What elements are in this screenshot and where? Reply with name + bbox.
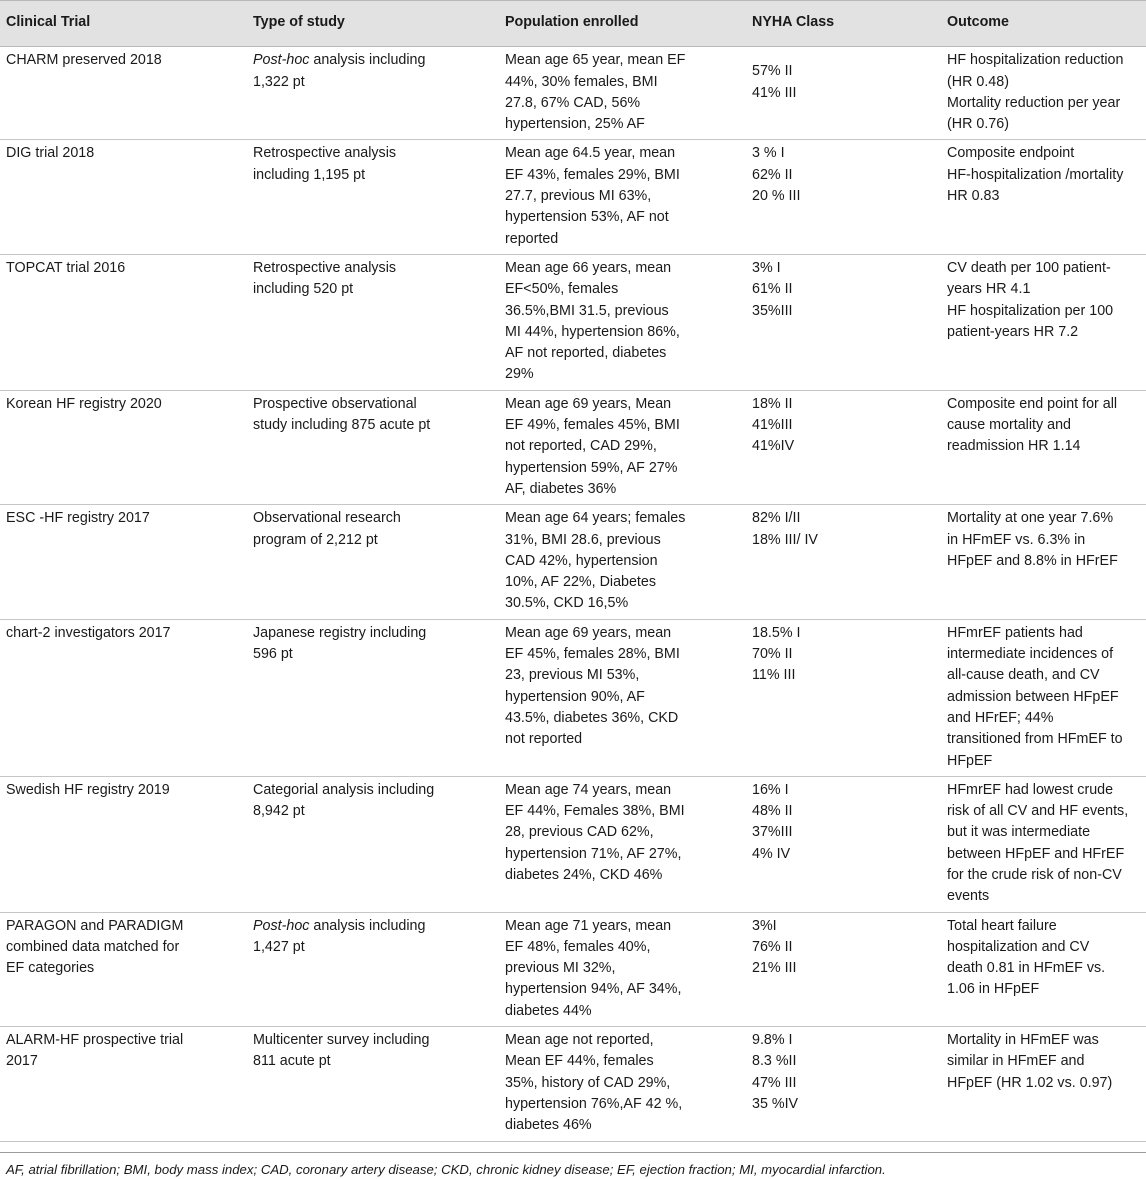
outcome-line: admission between HFpEF bbox=[947, 688, 1119, 705]
table-row bbox=[0, 47, 1146, 140]
cell-nyha-class bbox=[746, 776, 941, 912]
cell-clinical-trial bbox=[0, 47, 247, 140]
study-line: program of 2,212 pt bbox=[253, 531, 378, 548]
outcome-line: for the crude risk of non-CV bbox=[947, 866, 1122, 883]
outcome-line: HFmrEF patients had bbox=[947, 624, 1083, 641]
cell-clinical-trial bbox=[0, 619, 247, 776]
cell-population-enrolled bbox=[499, 47, 746, 140]
cell-outcome bbox=[941, 47, 1146, 140]
cell-population-enrolled bbox=[499, 912, 746, 1026]
population-line: previous MI 32%, bbox=[505, 960, 616, 977]
population-line: 28, previous CAD 62%, bbox=[505, 824, 654, 841]
cell-population-enrolled bbox=[499, 1027, 746, 1141]
cell-type-of-study bbox=[247, 140, 499, 254]
population-line: Mean age 65 year, mean EF bbox=[505, 52, 686, 69]
study-line: including 1,195 pt bbox=[253, 166, 366, 183]
population-line: 27.7, previous MI 63%, bbox=[505, 188, 652, 205]
population-line: Mean age 64.5 year, mean bbox=[505, 145, 676, 162]
population-line: EF 45%, females 28%, BMI bbox=[505, 646, 680, 663]
outcome-line: Composite endpoint bbox=[947, 145, 1075, 162]
population-line: 35%, history of CAD 29%, bbox=[505, 1074, 671, 1091]
table-row bbox=[0, 912, 1146, 1026]
trial-name-line: 2017 bbox=[6, 1053, 38, 1070]
population-line: 29% bbox=[505, 366, 534, 383]
population-line: 23, previous MI 53%, bbox=[505, 667, 640, 684]
population-line: hypertension 53%, AF not bbox=[505, 209, 669, 226]
nyha-line: 82% I/II bbox=[752, 510, 801, 527]
study-line: 1,322 pt bbox=[253, 73, 305, 90]
nyha-line: 8.3 %II bbox=[752, 1053, 797, 1070]
population-line: hypertension 71%, AF 27%, bbox=[505, 845, 682, 862]
study-line: 811 acute pt bbox=[253, 1053, 331, 1070]
trial-name-line: CHARM preserved 2018 bbox=[6, 52, 162, 69]
cell-population-enrolled bbox=[499, 776, 746, 912]
table-row bbox=[0, 254, 1146, 390]
outcome-line: risk of all CV and HF events, bbox=[947, 803, 1129, 820]
cell-population-enrolled bbox=[499, 254, 746, 390]
nyha-line: 18% III/ IV bbox=[752, 531, 818, 548]
outcome-line: patient-years HR 7.2 bbox=[947, 323, 1079, 340]
nyha-line: 62% II bbox=[752, 166, 793, 183]
nyha-line: 41%III bbox=[752, 417, 793, 434]
study-line: 8,942 pt bbox=[253, 803, 305, 820]
outcome-line: death 0.81 in HFmEF vs. bbox=[947, 960, 1106, 977]
trial-name-line: combined data matched for bbox=[6, 938, 180, 955]
study-line: Categorial analysis including bbox=[253, 781, 435, 798]
population-line: not reported bbox=[505, 731, 583, 748]
outcome-line: between HFpEF and HFrEF bbox=[947, 845, 1125, 862]
cell-population-enrolled bbox=[499, 140, 746, 254]
outcome-line: Mortality at one year 7.6% bbox=[947, 510, 1114, 527]
study-line: study including 875 acute pt bbox=[253, 417, 431, 434]
population-line: Mean age 71 years, mean bbox=[505, 917, 672, 934]
nyha-line: 41%IV bbox=[752, 438, 795, 455]
table-header bbox=[0, 1, 1146, 47]
header-nyha-class: NYHA Class bbox=[746, 1, 941, 47]
study-line: 1,427 pt bbox=[253, 938, 305, 955]
population-line: EF 44%, Females 38%, BMI bbox=[505, 803, 685, 820]
nyha-line: 16% I bbox=[752, 781, 789, 798]
cell-clinical-trial bbox=[0, 505, 247, 619]
study-line: 596 pt bbox=[253, 646, 293, 663]
population-line: 30.5%, CKD 16,5% bbox=[505, 595, 629, 612]
outcome-line: HFmrEF had lowest crude bbox=[947, 781, 1114, 798]
nyha-line: 35%III bbox=[752, 302, 793, 319]
outcome-line: CV death per 100 patient- bbox=[947, 259, 1111, 276]
outcome-line: Composite end point for all bbox=[947, 395, 1118, 412]
cell-type-of-study bbox=[247, 776, 499, 912]
cell-outcome bbox=[941, 619, 1146, 776]
nyha-line: 48% II bbox=[752, 803, 793, 820]
cell-clinical-trial bbox=[0, 254, 247, 390]
nyha-line: 35 %IV bbox=[752, 1095, 799, 1112]
cell-type-of-study bbox=[247, 390, 499, 504]
population-line: hypertension 94%, AF 34%, bbox=[505, 981, 682, 998]
population-line: reported bbox=[505, 230, 559, 247]
population-line: MI 44%, hypertension 86%, bbox=[505, 323, 680, 340]
nyha-line: 18.5% I bbox=[752, 624, 801, 641]
population-line: Mean age 64 years; females bbox=[505, 510, 686, 527]
trial-name-line: Korean HF registry 2020 bbox=[6, 395, 162, 412]
study-line bbox=[253, 50, 493, 71]
cell-clinical-trial bbox=[0, 776, 247, 912]
study-line: Retrospective analysis bbox=[253, 145, 397, 162]
population-line: 43.5%, diabetes 36%, CKD bbox=[505, 709, 679, 726]
trial-name-line: TOPCAT trial 2016 bbox=[6, 259, 126, 276]
trial-name-line: Swedish HF registry 2019 bbox=[6, 781, 170, 798]
nyha-line: 3% I bbox=[752, 259, 781, 276]
cell-clinical-trial bbox=[0, 912, 247, 1026]
table-row bbox=[0, 619, 1146, 776]
population-line: Mean age not reported, bbox=[505, 1032, 654, 1049]
outcome-line: Mortality reduction per year bbox=[947, 94, 1121, 111]
population-line: Mean age 69 years, Mean bbox=[505, 395, 672, 412]
study-line: including 520 pt bbox=[253, 281, 354, 298]
header-clinical-trial: Clinical Trial bbox=[0, 1, 247, 47]
outcome-line: HR 0.83 bbox=[947, 188, 1000, 205]
population-line: EF<50%, females bbox=[505, 281, 619, 298]
population-line: Mean EF 44%, females bbox=[505, 1053, 654, 1070]
population-line: AF, diabetes 36% bbox=[505, 480, 617, 497]
nyha-line: 21% III bbox=[752, 960, 797, 977]
outcome-line: HF hospitalization per 100 bbox=[947, 302, 1114, 319]
outcome-line: HFpEF bbox=[947, 752, 993, 769]
outcome-line: (HR 0.48) bbox=[947, 73, 1009, 90]
trial-name-line: chart-2 investigators 2017 bbox=[6, 624, 171, 641]
header-type-of-study: Type of study bbox=[247, 1, 499, 47]
outcome-line: transitioned from HFmEF to bbox=[947, 731, 1123, 748]
nyha-line: 11% III bbox=[752, 667, 796, 684]
cell-population-enrolled bbox=[499, 390, 746, 504]
outcome-line: intermediate incidences of bbox=[947, 646, 1114, 663]
study-line bbox=[253, 916, 493, 937]
outcome-line: cause mortality and bbox=[947, 417, 1071, 434]
study-line: Japanese registry including bbox=[253, 624, 427, 641]
table-row bbox=[0, 390, 1146, 504]
population-line: diabetes 24%, CKD 46% bbox=[505, 866, 663, 883]
study-emphasis: Post-hoc bbox=[253, 917, 310, 934]
study-emphasis: Post-hoc bbox=[253, 52, 310, 69]
outcome-line: Mortality in HFmEF was bbox=[947, 1032, 1099, 1049]
nyha-line: 70% II bbox=[752, 646, 793, 663]
outcome-line: Total heart failure bbox=[947, 917, 1057, 934]
cell-type-of-study bbox=[247, 254, 499, 390]
study-line: Observational research bbox=[253, 510, 401, 527]
cell-population-enrolled bbox=[499, 505, 746, 619]
table-row bbox=[0, 140, 1146, 254]
population-line: 31%, BMI 28.6, previous bbox=[505, 531, 661, 548]
outcome-line: similar in HFmEF and bbox=[947, 1053, 1085, 1070]
cell-nyha-class bbox=[746, 140, 941, 254]
nyha-line: 3 % I bbox=[752, 145, 785, 162]
table-row bbox=[0, 776, 1146, 912]
outcome-line: (HR 0.76) bbox=[947, 116, 1009, 133]
outcome-line: 1.06 in HFpEF bbox=[947, 981, 1040, 998]
outcome-line: readmission HR 1.14 bbox=[947, 438, 1081, 455]
table-body bbox=[0, 47, 1146, 1141]
outcome-line: HF hospitalization reduction bbox=[947, 52, 1124, 69]
nyha-line: 18% II bbox=[752, 395, 793, 412]
cell-outcome bbox=[941, 776, 1146, 912]
cell-nyha-class bbox=[746, 390, 941, 504]
cell-outcome bbox=[941, 140, 1146, 254]
population-line: diabetes 46% bbox=[505, 1117, 592, 1134]
population-line: Mean age 69 years, mean bbox=[505, 624, 672, 641]
cell-clinical-trial bbox=[0, 390, 247, 504]
trial-name-line: ESC -HF registry 2017 bbox=[6, 510, 150, 527]
table-row bbox=[0, 505, 1146, 619]
population-line: hypertension, 25% AF bbox=[505, 116, 645, 133]
population-line: 36.5%,BMI 31.5, previous bbox=[505, 302, 669, 319]
nyha-line: 47% III bbox=[752, 1074, 797, 1091]
population-line: Mean age 74 years, mean bbox=[505, 781, 672, 798]
population-line: not reported, CAD 29%, bbox=[505, 438, 657, 455]
population-line: 10%, AF 22%, Diabetes bbox=[505, 574, 656, 591]
cell-clinical-trial bbox=[0, 1027, 247, 1141]
header-outcome: Outcome bbox=[941, 1, 1146, 47]
study-line: Prospective observational bbox=[253, 395, 417, 412]
study-line: Retrospective analysis bbox=[253, 259, 397, 276]
nyha-line: 3%I bbox=[752, 917, 777, 934]
outcome-line: and HFrEF; 44% bbox=[947, 709, 1054, 726]
header-population-enrolled: Population enrolled bbox=[499, 1, 746, 47]
nyha-line: 76% II bbox=[752, 938, 793, 955]
nyha-line: 37%III bbox=[752, 824, 793, 841]
cell-outcome bbox=[941, 912, 1146, 1026]
population-line: 27.8, 67% CAD, 56% bbox=[505, 94, 641, 111]
nyha-line: 41% III bbox=[752, 84, 797, 101]
cell-clinical-trial bbox=[0, 140, 247, 254]
cell-type-of-study bbox=[247, 505, 499, 619]
cell-outcome bbox=[941, 390, 1146, 504]
population-line: 44%, 30% females, BMI bbox=[505, 73, 658, 90]
population-line: hypertension 76%,AF 42 %, bbox=[505, 1095, 683, 1112]
cell-type-of-study bbox=[247, 1027, 499, 1141]
cell-nyha-class bbox=[746, 47, 941, 140]
population-line: AF not reported, diabetes bbox=[505, 345, 667, 362]
study-text: analysis including bbox=[309, 917, 426, 934]
population-line: Mean age 66 years, mean bbox=[505, 259, 672, 276]
outcome-line: HFpEF and 8.8% in HFrEF bbox=[947, 552, 1118, 569]
cell-outcome bbox=[941, 254, 1146, 390]
nyha-line: 61% II bbox=[752, 281, 793, 298]
outcome-line: in HFmEF vs. 6.3% in bbox=[947, 531, 1086, 548]
cell-nyha-class bbox=[746, 1027, 941, 1141]
population-line: hypertension 59%, AF 27% bbox=[505, 459, 678, 476]
cell-type-of-study bbox=[247, 912, 499, 1026]
nyha-line: 9.8% I bbox=[752, 1032, 793, 1049]
cell-nyha-class bbox=[746, 505, 941, 619]
trial-name-line: ALARM-HF prospective trial bbox=[6, 1032, 184, 1049]
outcome-line: years HR 4.1 bbox=[947, 281, 1031, 298]
trial-name-line: EF categories bbox=[6, 960, 95, 977]
nyha-line: 4% IV bbox=[752, 845, 791, 862]
population-line: EF 43%, females 29%, BMI bbox=[505, 166, 680, 183]
cell-nyha-class bbox=[746, 912, 941, 1026]
population-line: hypertension 90%, AF bbox=[505, 688, 645, 705]
table-row bbox=[0, 1027, 1146, 1141]
trial-name-line: PARAGON and PARADIGM bbox=[6, 917, 184, 934]
trial-name-line: DIG trial 2018 bbox=[6, 145, 95, 162]
cell-type-of-study bbox=[247, 619, 499, 776]
outcome-line: events bbox=[947, 888, 990, 905]
population-line: EF 49%, females 45%, BMI bbox=[505, 417, 680, 434]
table-footnote: AF, atrial fibrillation; BMI, body mass index; CAD, coronary artery disease; CKD, chronic kidney disease; EF, ejection fraction; MI, myocardial infarction. bbox=[0, 1152, 1146, 1179]
outcome-line: HFpEF (HR 1.02 vs. 0.97) bbox=[947, 1074, 1113, 1091]
study-text: analysis including bbox=[309, 52, 426, 69]
cell-outcome bbox=[941, 505, 1146, 619]
outcome-line: HF-hospitalization /mortality bbox=[947, 166, 1124, 183]
nyha-line: 20 % III bbox=[752, 188, 801, 205]
cell-population-enrolled bbox=[499, 619, 746, 776]
cell-nyha-class bbox=[746, 254, 941, 390]
outcome-line: but it was intermediate bbox=[947, 824, 1091, 841]
outcome-line: all-cause death, and CV bbox=[947, 667, 1100, 684]
cell-type-of-study bbox=[247, 47, 499, 140]
study-line: Multicenter survey including bbox=[253, 1032, 430, 1049]
cell-nyha-class bbox=[746, 619, 941, 776]
cell-outcome bbox=[941, 1027, 1146, 1141]
header-row bbox=[0, 1, 1146, 47]
population-line: EF 48%, females 40%, bbox=[505, 938, 651, 955]
population-line: CAD 42%, hypertension bbox=[505, 552, 658, 569]
population-line: diabetes 44% bbox=[505, 1002, 592, 1019]
outcome-line: hospitalization and CV bbox=[947, 938, 1090, 955]
nyha-line: 57% II bbox=[752, 63, 793, 80]
